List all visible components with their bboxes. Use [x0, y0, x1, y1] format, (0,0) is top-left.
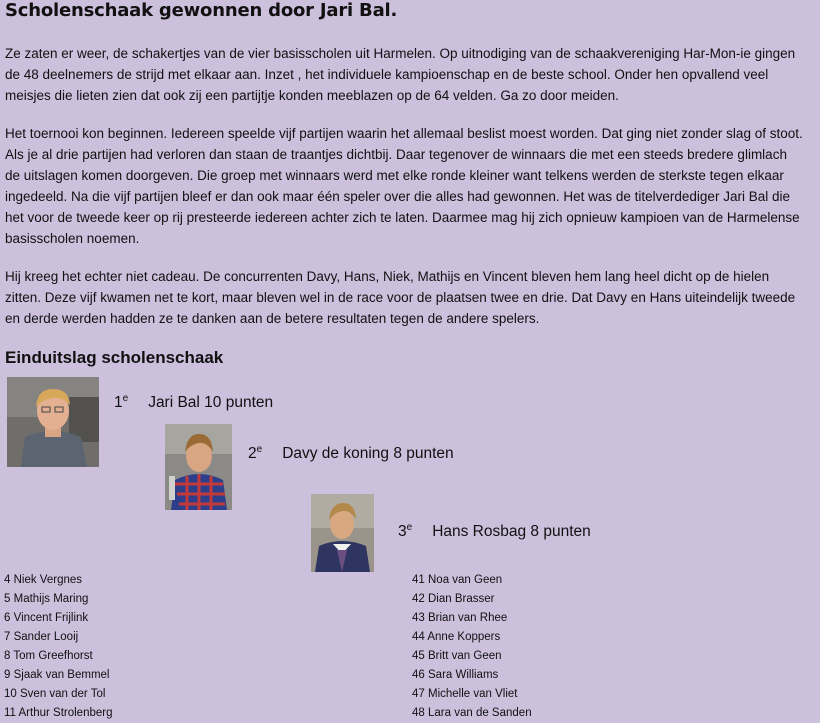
podium-rank-suffix: e	[406, 522, 413, 533]
list-item	[4, 704, 112, 723]
list-rank: 45	[412, 650, 425, 662]
list-rank: 9	[4, 669, 11, 681]
results-list-right	[412, 571, 532, 723]
list-rank: 10	[4, 688, 17, 700]
list-name: Brian van Rhee	[428, 612, 508, 624]
podium-rank: 2	[248, 445, 257, 463]
results-heading: Einduitslag scholenschaak	[5, 348, 224, 367]
list-item	[412, 704, 532, 723]
podium-first	[114, 393, 273, 412]
list-item	[412, 647, 532, 666]
list-rank: 7	[4, 631, 11, 643]
article-title: Scholenschaak gewonnen door Jari Bal.	[5, 0, 398, 21]
list-item	[412, 571, 532, 590]
list-rank: 42	[412, 593, 425, 605]
list-item	[412, 628, 532, 647]
list-item	[4, 628, 112, 647]
list-name: Sara Williams	[428, 669, 499, 681]
list-name: Arthur Strolenberg	[18, 707, 113, 719]
podium-third	[398, 522, 591, 541]
list-rank: 4	[4, 574, 11, 586]
list-item	[412, 685, 532, 704]
list-name: Michelle van Vliet	[428, 688, 518, 700]
list-rank: 11	[4, 707, 16, 719]
list-name: Dian Brasser	[428, 593, 495, 605]
list-name: Sven van der Tol	[20, 688, 106, 700]
list-name: Lara van de Sanden	[428, 707, 532, 719]
podium-rank-suffix: e	[122, 393, 129, 404]
list-rank: 47	[412, 688, 425, 700]
podium-rank: 1	[114, 394, 123, 412]
list-name: Anne Koppers	[427, 631, 501, 643]
list-item	[4, 609, 112, 628]
list-rank: 6	[4, 612, 11, 624]
list-rank: 43	[412, 612, 425, 624]
list-name: Noa van Geen	[428, 574, 503, 586]
list-name: Sander Looij	[13, 631, 79, 643]
list-rank: 46	[412, 669, 425, 681]
paragraph-tournament: Het toernooi kon beginnen. Iedereen speelde vijf partijen waarin het allemaal beslist moest worden. Dat ging niet zonder slag of stoot. Als je al drie partijen had verloren dan staan de traantjes dichtbij. Daar tegenover de winnaars die met een steeds bredere glimlach de uitslagen komen doorgeven. Die groep met winnaars werd met elke ronde kleiner want telkens werden de sterkste tegen elkaar ingedeeld. Na die vijf partijen bleef er dan ook maar één speler over die alles had gewonnen. Het was de titelverdediger Jari Bal die het voor de tweede keer op rij presteerde iedereen achter zich te laten. Daarmee mag hij zich opnieuw kampioen van de Harmelense basisscholen noemen.	[5, 126, 803, 246]
list-item	[4, 685, 112, 704]
list-rank: 48	[412, 707, 425, 719]
podium-name: Jari Bal 10 punten	[148, 394, 274, 412]
list-item	[4, 647, 112, 666]
podium-second	[248, 444, 454, 463]
podium-rank: 3	[398, 523, 407, 541]
photo-first-place	[7, 377, 99, 467]
podium-name: Hans Rosbag 8 punten	[432, 523, 591, 541]
list-name: Sjaak van Bemmel	[13, 669, 110, 681]
photo-third-place	[311, 494, 374, 572]
list-rank: 8	[4, 650, 11, 662]
paragraph-competitors: Hij kreeg het echter niet cadeau. De concurrenten Davy, Hans, Niek, Mathijs en Vincent bleven hem lang heel dicht op de hielen zitten. Deze vijf kwamen net te kort, maar bleven wel in de race voor de plaatsen twee en drie. Dat Davy en Hans uiteindelijk tweede en derde werden hadden ze te danken aan de betere resultaten tegen de andere spelers.	[5, 269, 796, 326]
list-name: Mathijs Maring	[13, 593, 89, 605]
list-item	[412, 666, 532, 685]
list-item	[412, 609, 532, 628]
list-rank: 44	[412, 631, 425, 643]
list-name: Niek Vergnes	[13, 574, 83, 586]
list-rank: 5	[4, 593, 11, 605]
list-item	[412, 590, 532, 609]
podium-name: Davy de koning 8 punten	[282, 445, 454, 463]
list-item	[4, 571, 112, 590]
list-item	[4, 590, 112, 609]
photo-second-place	[165, 424, 232, 510]
list-name: Vincent Frijlink	[13, 612, 89, 624]
list-name: Britt van Geen	[428, 650, 502, 662]
list-rank: 41	[412, 574, 425, 586]
paragraph-intro: Ze zaten er weer, de schakertjes van de vier basisscholen uit Harmelen. Op uitnodiging van de schaakvereniging Har-Mon-ie gingen de 48 deelnemers de strijd met elkaar aan. Inzet , het individuele kampioenschap en de beste school. Onder hen opvallend veel meisjes die lieten zien dat ook zij een partijtje konden meeblazen op de 64 velden. Ga zo door meiden.	[5, 46, 796, 103]
results-list-left	[4, 571, 112, 723]
podium-rank-suffix: e	[256, 444, 263, 455]
list-item	[4, 666, 112, 685]
list-name: Tom Greefhorst	[13, 650, 93, 662]
